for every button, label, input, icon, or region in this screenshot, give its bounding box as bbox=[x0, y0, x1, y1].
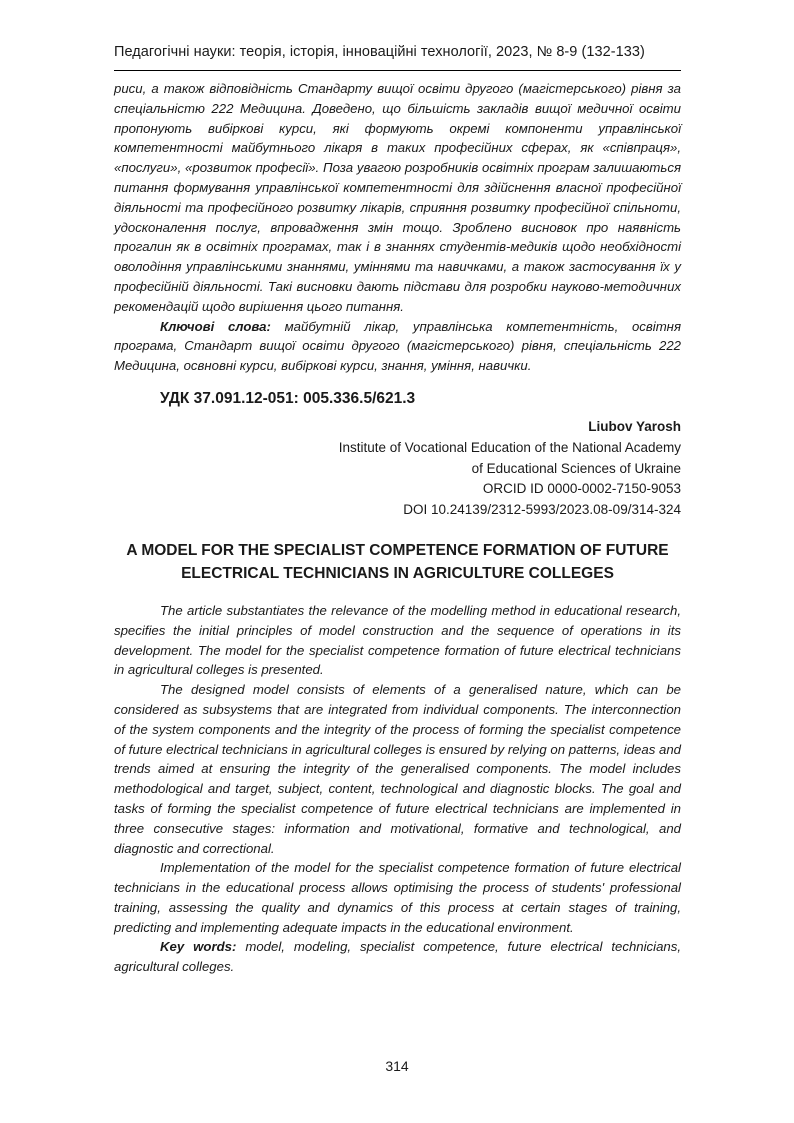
udk-code: УДК 37.091.12-051: 005.336.5/621.3 bbox=[160, 389, 416, 407]
keywords-text-en: model, modeling, specialist competence, future electrical technicians, agricultural colleges. bbox=[114, 939, 681, 975]
english-abstract bbox=[114, 601, 681, 977]
author-affiliation-line1: Institute of Vocational Education of the National Academy bbox=[338, 439, 681, 455]
author-name: Liubov Yarosh bbox=[588, 418, 681, 434]
abstract-keywords bbox=[114, 937, 681, 977]
page-body bbox=[114, 79, 681, 977]
abstract-paragraph-1: The article substantiates the relevance of the modelling method in educational research, specifies the initial principles of model construction and the sequence of operations in its development. The model for the specialist competence formation of future electrical technicians in agricultural colleges is presented. bbox=[114, 602, 681, 678]
author-affiliation-line2: of Educational Sciences of Ukraine bbox=[471, 460, 681, 476]
header-divider bbox=[114, 70, 681, 71]
page-number: 314 bbox=[385, 1058, 409, 1074]
journal-header: Педагогічні науки: теорія, історія, інноваційні технології, 2023, № 8-9 (132-133) bbox=[114, 44, 645, 60]
keywords-label-uk: Ключові слова: bbox=[160, 318, 271, 334]
previous-abstract-text: риси, а також відповідність Стандарту вищої освіти другого (магістерського) рівня за спеціальністю 222 Медицина. Доведено, що більшість закладів вищої медичної освіти пропонують вибіркові курси, які формують окремі компоненти управлінської компетентності майбутнього лікаря в таких професійних сферах, як «співпраця», «послуги», «розвиток професії». Поза увагою розробників освітніх програм залишаються питання формування управлінської компетентності для здійснення власної професійної діяльності та професійного розвитку лікарів, сприяння розвитку професійної спільноти, удосконалення послуг, впровадження змін тощо. Зроблено висновок про наявність прогалин як в освітніх програмах, так і в знаннях студентів-медиків щодо необхідності оволодіння управлінськими знаннями, уміннями та навичками, а також застосування їх у професійній діяльності. Такі висновки дають підстави для розробки науково-методичних рекомендацій щодо вирішення цього питання. bbox=[114, 81, 681, 314]
article-title-line2: ELECTRICAL TECHNICIANS IN AGRICULTURE COLLEGES bbox=[181, 565, 614, 583]
abstract-paragraph-3: Implementation of the model for the specialist competence formation of future electrical technicians in the educational process allows optimising the process of students' professional training, assessing the quality and dynamics of this process at certain stages of training, predicting and implementing adequate impacts in the educational environment. bbox=[114, 860, 681, 935]
abstract-paragraph-2: The designed model consists of elements of a generalised nature, which can be considered as subsystems that are integrated from individual components. The interconnection of the system components and the integrity of the process of forming the specialist competence of future electrical technicians in agricultural colleges is ensured by relying on patterns, ideas and trends aimed at ensuring the integrity of the generalised components. The model includes methodological and target, subject, content, technological and diagnostic blocks. The goal and tasks of forming the specialist competence of future electrical technicians are implemented in three consecutive stages: information and motivational, formative and technological, and diagnostic and correctional. bbox=[114, 682, 681, 856]
article-title-line1: A MODEL FOR THE SPECIALIST COMPETENCE FORMATION OF FUTURE bbox=[126, 541, 669, 559]
article-title bbox=[114, 539, 681, 586]
keywords-label-en: Key words: bbox=[160, 939, 237, 955]
author-orcid: ORCID ID 0000-0002-7150-9053 bbox=[482, 481, 681, 497]
keywords-text-uk: майбутній лікар, управлінська компетентність, освітня програма, Стандарт вищої освіти другого (магістерського) рівня, спеціальність 222 Медицина, освновні курси, вибіркові курси, знання, уміння, навички. bbox=[114, 318, 681, 374]
article-doi: DOI 10.24139/2312-5993/2023.08-09/314-324 bbox=[403, 502, 681, 518]
author-block bbox=[114, 417, 681, 521]
previous-keywords bbox=[114, 317, 681, 376]
